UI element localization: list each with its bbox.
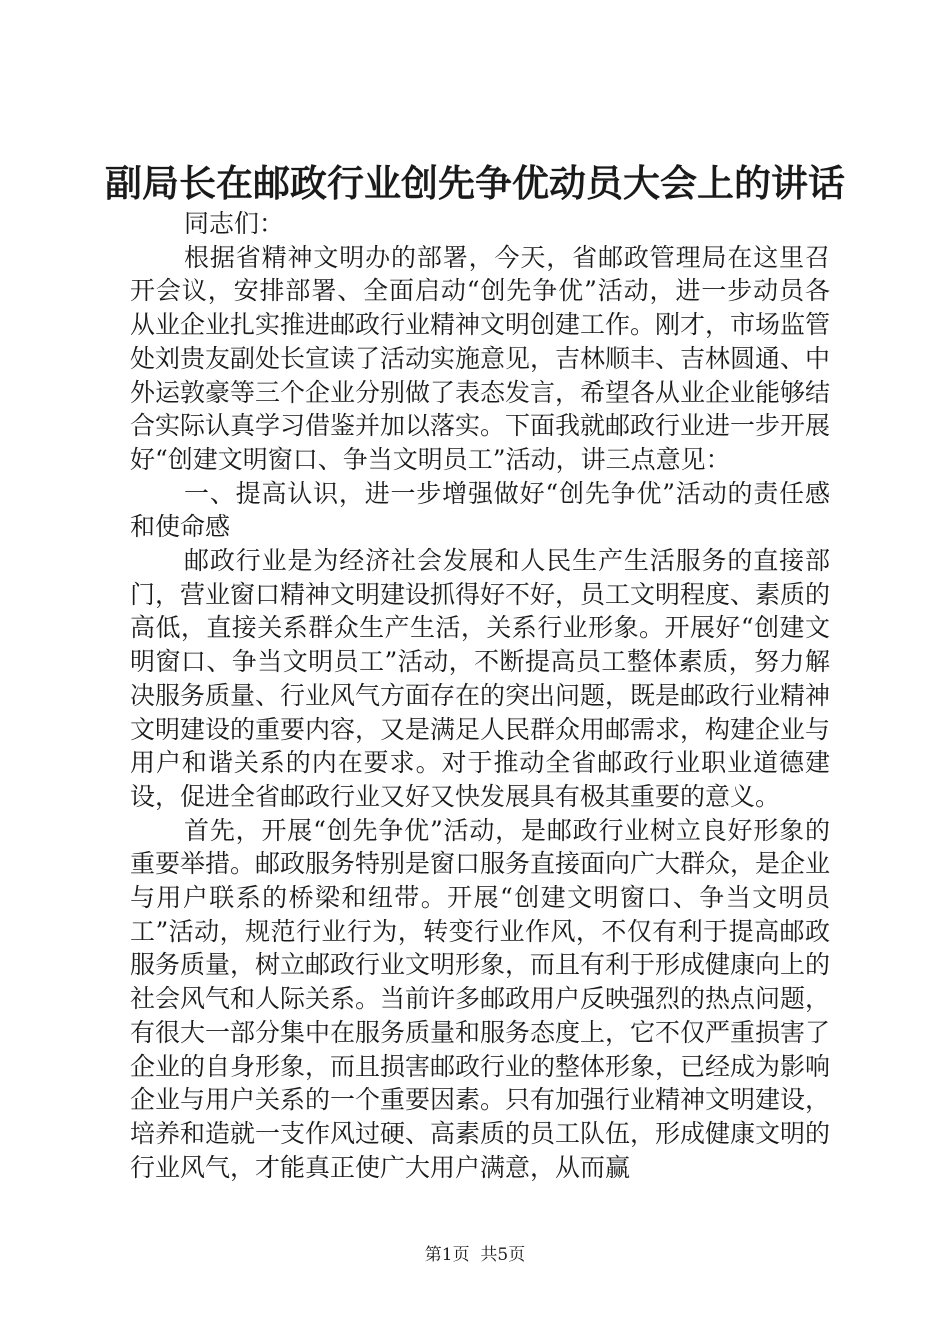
paragraph-significance: 邮政行业是为经济社会发展和人民生产生活服务的直接部门，营业窗口精神文明建设抓得好不好，员工文明程度、素质的高低，直接关系群众生产生活，关系行业形象。开展好“创建文明窗口、争当文明员工”活动，不断提高员工整体素质，努力解决服务质量、行业风气方面存在的突出问题，既是邮政行业精神文明建设的重要内容，又是满足人民群众用邮需求，构建企业与用户和谐关系的内在要求。对于推动全省邮政行业职业道德建设，促进全省邮政行业又好又快发展具有极其重要的意义。 — [130, 546, 831, 811]
paragraph-intro: 根据省精神文明办的部署，今天，省邮政管理局在这里召开会议，安排部署、全面启动“创先争优”活动，进一步动员各从业企业扎实推进邮政行业精神文明创建工作。刚才，市场监管处刘贵友副处长宣读了活动实施意见，吉林顺丰、吉林圆通、中外运敦豪等三个企业分别做了表态发言，希望各从业企业能够结合实际认真学习借鉴并加以落实。下面我就邮政行业进一步开展好“创建文明窗口、争当文明员工”活动，讲三点意见： — [130, 242, 831, 474]
document-title: 副局长在邮政行业创先争优动员大会上的讲话 — [105, 161, 845, 205]
section-heading-1: 一、提高认识，进一步增强做好“创先争优”活动的责任感和使命感 — [130, 478, 830, 542]
salutation: 同志们： — [184, 209, 285, 238]
document-body — [130, 207, 830, 1184]
paragraph-first-point: 首先，开展“创先争优”活动，是邮政行业树立良好形象的重要举措。邮政服务特别是窗口服务直接面向广大群众，是企业与用户联系的桥梁和纽带。开展“创建文明窗口、争当文明员工”活动，规范行业行为，转变行业作风，不仅有利于提高邮政服务质量，树立邮政行业文明形象，而且有利于形成健康向上的社会风气和人际关系。当前许多邮政用户反映强烈的热点问题，有很大一部分集中在服务质量和服务态度上，它不仅严重损害了企业的自身形象，而且损害邮政行业的整体形象，已经成为影响企业与用户关系的一个重要因素。只有加强行业精神文明建设，培养和造就一支作风过硬、高素质的员工队伍，形成健康文明的行业风气，才能真正使广大用户满意，从而赢 — [130, 815, 831, 1182]
page-footer: 第1页 共5页 — [424, 1245, 526, 1265]
